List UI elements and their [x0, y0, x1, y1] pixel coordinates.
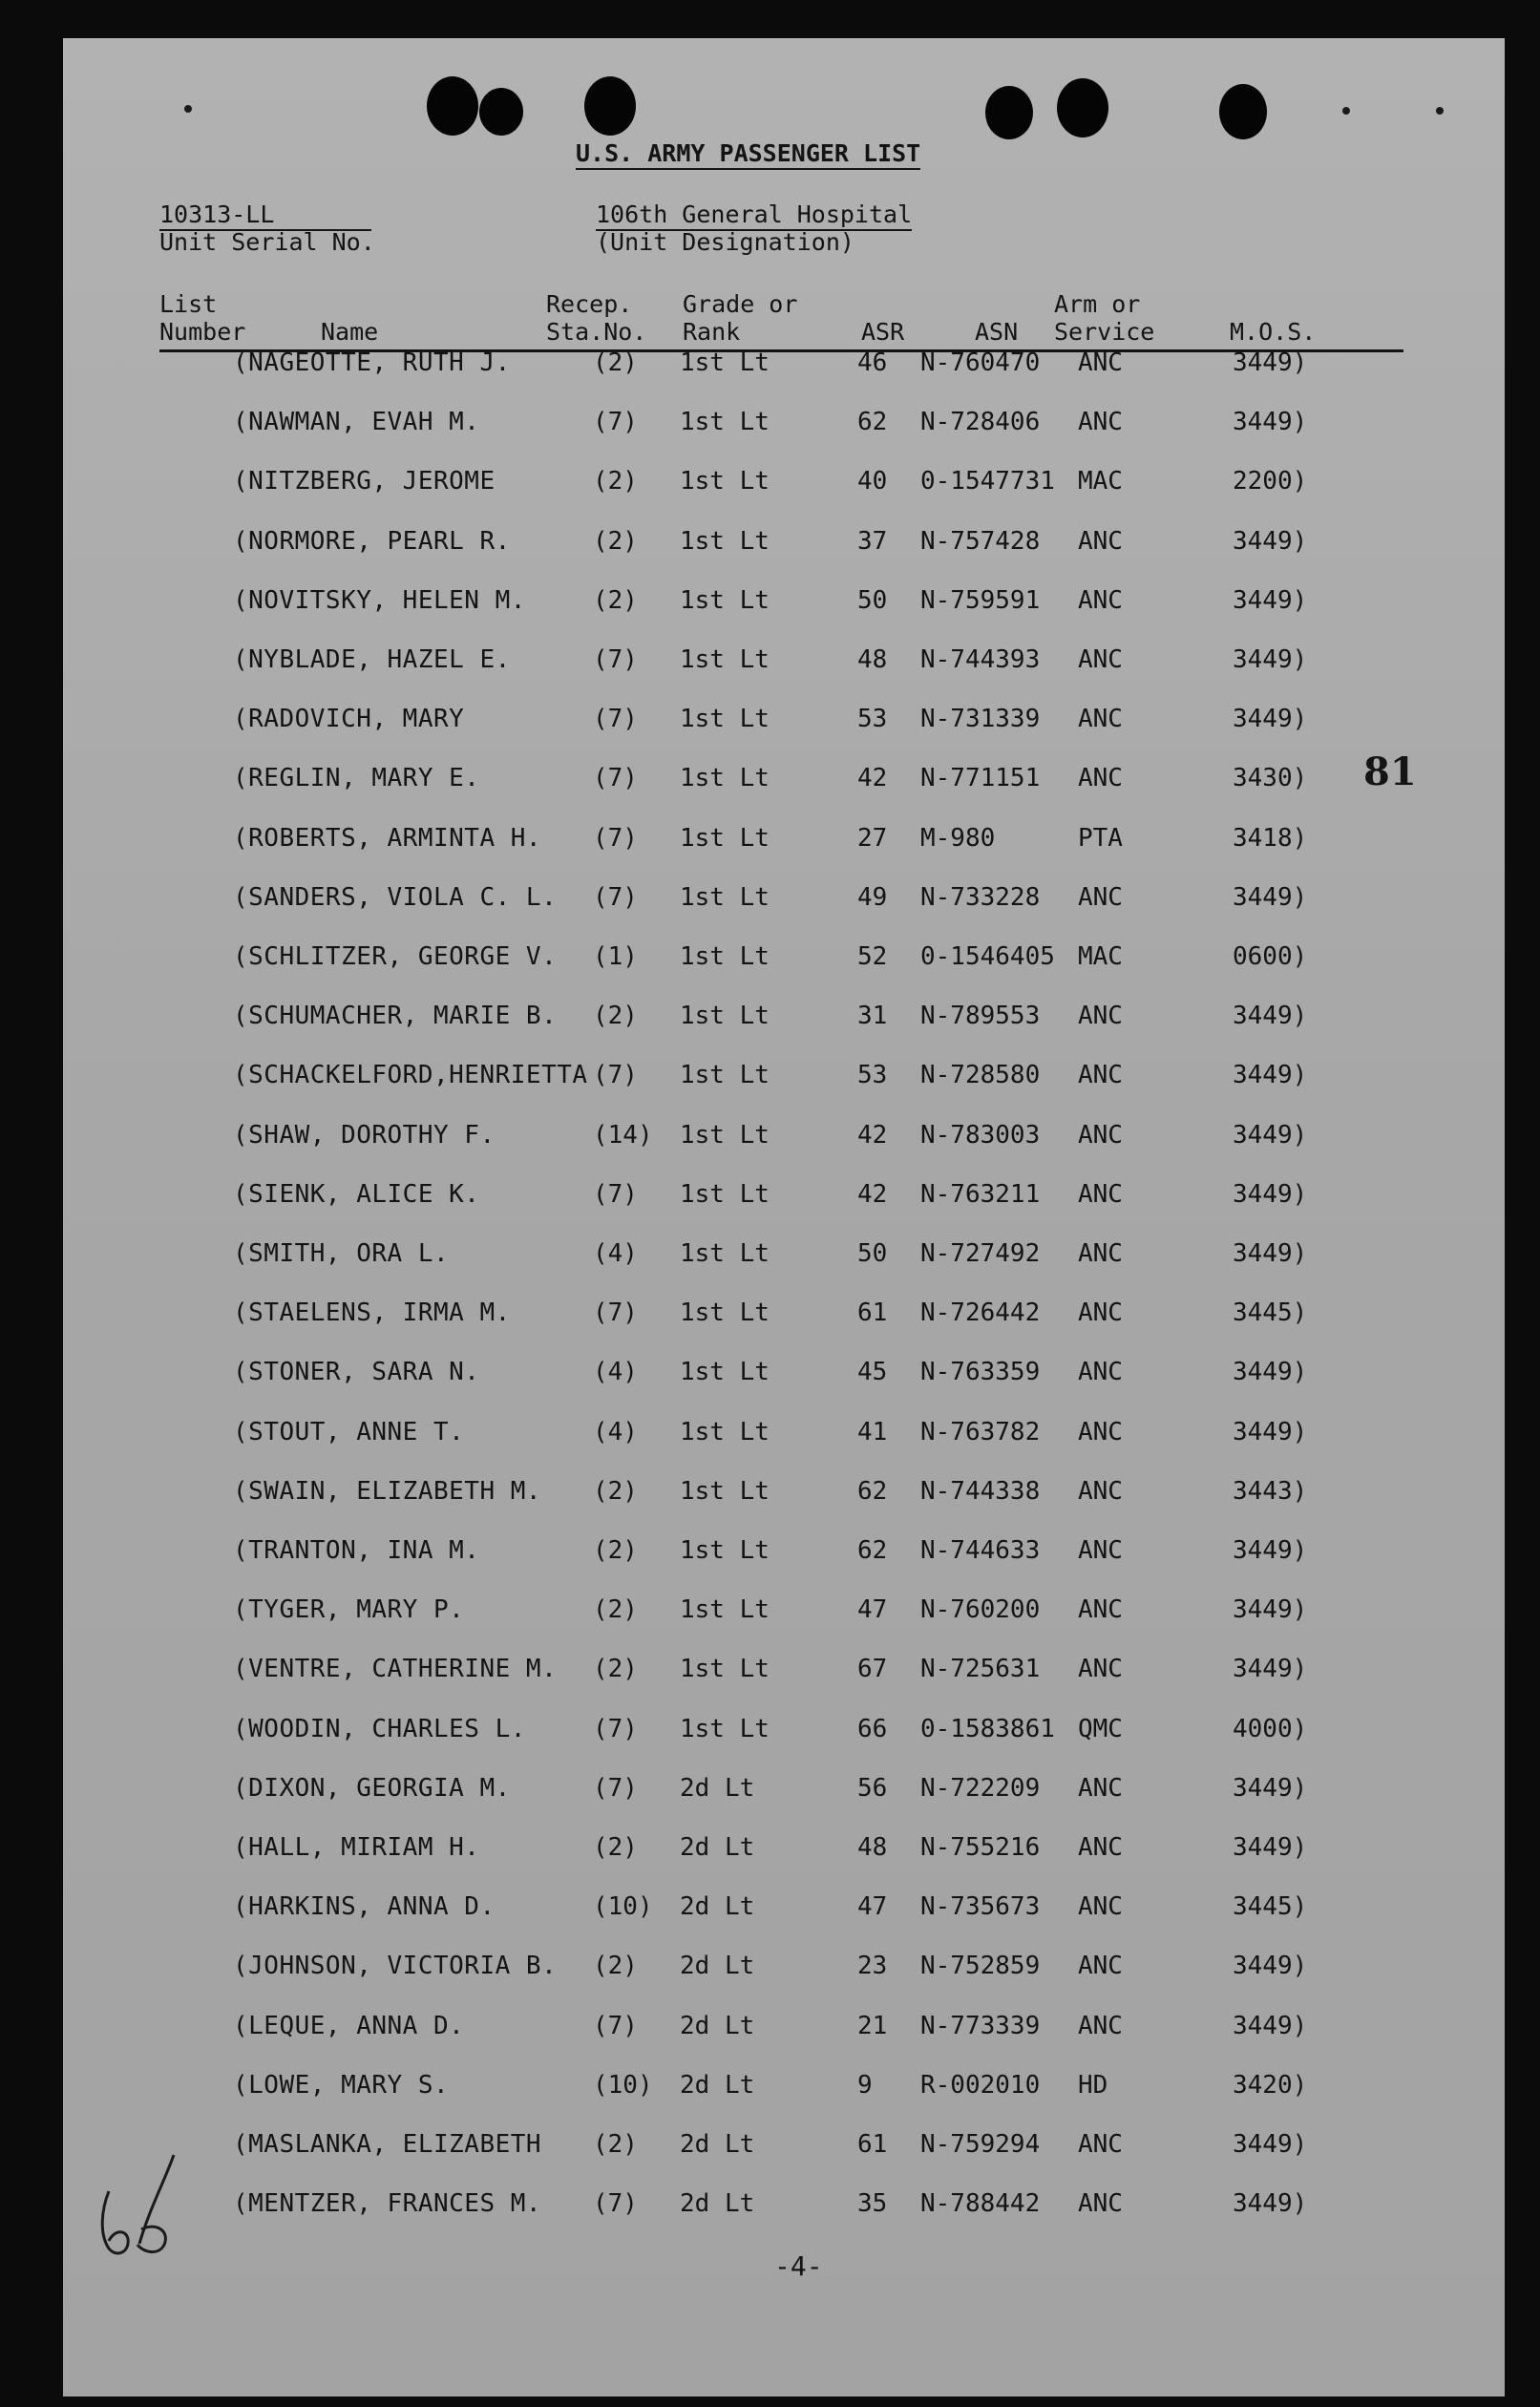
reception-station: (7): [593, 2012, 638, 2040]
reception-station: (2): [593, 1595, 638, 1624]
mos-code: 3449): [1233, 1180, 1308, 1209]
grade-rank: 1st Lt: [680, 1595, 770, 1624]
reception-station: (14): [593, 1121, 653, 1150]
reception-station: (7): [593, 764, 638, 792]
army-serial-number: N-783003: [920, 1121, 1041, 1150]
reception-station: (2): [593, 1002, 638, 1030]
grade-rank: 1st Lt: [680, 1121, 770, 1150]
reception-station: (10): [593, 2071, 653, 2100]
arm-service: ANC: [1078, 645, 1123, 674]
header-number: Number: [159, 318, 246, 346]
passenger-name: (STONER, SARA N.: [233, 1358, 480, 1386]
passenger-name: (DIXON, GEORGIA M.: [233, 1774, 511, 1803]
asr-score: 53: [857, 1061, 888, 1089]
punch-hole: [985, 86, 1033, 139]
mos-code: 3430): [1233, 764, 1308, 792]
grade-rank: 1st Lt: [680, 764, 770, 792]
mos-code: 3449): [1233, 1002, 1308, 1030]
mos-code: 3449): [1233, 348, 1308, 377]
arm-service: ANC: [1078, 764, 1123, 792]
army-serial-number: N-760470: [920, 348, 1041, 377]
army-serial-number: N-759591: [920, 586, 1041, 615]
reception-station: (2): [593, 1952, 638, 1980]
arm-service: ANC: [1078, 1121, 1123, 1150]
grade-rank: 1st Lt: [680, 824, 770, 853]
grade-rank: 1st Lt: [680, 408, 770, 436]
arm-service: ANC: [1078, 883, 1123, 912]
mos-code: 3449): [1233, 1833, 1308, 1862]
grade-rank: 2d Lt: [680, 2071, 755, 2100]
grade-rank: 1st Lt: [680, 1002, 770, 1030]
grade-rank: 1st Lt: [680, 1299, 770, 1327]
passenger-name: (TRANTON, INA M.: [233, 1536, 480, 1565]
passenger-name: (LOWE, MARY S.: [233, 2071, 450, 2100]
reception-station: (2): [593, 1536, 638, 1565]
mos-code: 3445): [1233, 1299, 1308, 1327]
passenger-name: (NAWMAN, EVAH M.: [233, 408, 480, 436]
mos-code: 2200): [1233, 467, 1308, 496]
army-serial-number: N-757428: [920, 527, 1041, 556]
margin-number: 81: [1363, 750, 1417, 794]
mos-code: 3420): [1233, 2071, 1308, 2100]
mos-code: 3449): [1233, 1239, 1308, 1268]
grade-rank: 1st Lt: [680, 942, 770, 971]
passenger-name: (JOHNSON, VICTORIA B.: [233, 1952, 558, 1980]
reception-station: (4): [593, 1418, 638, 1446]
passenger-name: (HARKINS, ANNA D.: [233, 1892, 496, 1921]
header-name: Name: [321, 318, 379, 346]
army-serial-number: N-722209: [920, 1774, 1041, 1803]
reception-station: (7): [593, 1061, 638, 1089]
grade-rank: 2d Lt: [680, 1892, 755, 1921]
asr-score: 42: [857, 1121, 888, 1150]
army-serial-number: R-002010: [920, 2071, 1041, 2100]
mos-code: 3449): [1233, 1774, 1308, 1803]
arm-service: MAC: [1078, 942, 1123, 971]
grade-rank: 2d Lt: [680, 2012, 755, 2040]
passenger-name: (STAELENS, IRMA M.: [233, 1299, 511, 1327]
arm-service: ANC: [1078, 1952, 1123, 1980]
mos-code: 3443): [1233, 1477, 1308, 1506]
army-serial-number: M-980: [920, 824, 996, 853]
grade-rank: 1st Lt: [680, 348, 770, 377]
arm-service: ANC: [1078, 527, 1123, 556]
reception-station: (7): [593, 645, 638, 674]
passenger-name: (MASLANKA, ELIZABETH: [233, 2130, 542, 2159]
mos-code: 4000): [1233, 1715, 1308, 1743]
asr-score: 47: [857, 1892, 888, 1921]
reception-station: (2): [593, 1477, 638, 1506]
asr-score: 66: [857, 1715, 888, 1743]
mos-code: 3449): [1233, 645, 1308, 674]
passenger-name: (NOVITSKY, HELEN M.: [233, 586, 526, 615]
unit-serial-label: Unit Serial No.: [159, 228, 375, 256]
mos-code: 0600): [1233, 942, 1308, 971]
mos-code: 3449): [1233, 586, 1308, 615]
grade-rank: 2d Lt: [680, 2189, 755, 2218]
reception-station: (2): [593, 1833, 638, 1862]
header-list: List: [159, 290, 218, 318]
arm-service: ANC: [1078, 1595, 1123, 1624]
army-serial-number: N-728580: [920, 1061, 1041, 1089]
reception-station: (7): [593, 1715, 638, 1743]
arm-service: ANC: [1078, 1239, 1123, 1268]
asr-score: 53: [857, 705, 888, 733]
arm-service: ANC: [1078, 705, 1123, 733]
army-serial-number: N-728406: [920, 408, 1041, 436]
mos-code: 3449): [1233, 1952, 1308, 1980]
header-mos: M.O.S.: [1230, 318, 1317, 346]
header-recep: Recep.: [546, 290, 633, 318]
arm-service: ANC: [1078, 1892, 1123, 1921]
mos-code: 3449): [1233, 2189, 1308, 2218]
passenger-name: (STOUT, ANNE T.: [233, 1418, 465, 1446]
arm-service: ANC: [1078, 1477, 1123, 1506]
asr-score: 9: [857, 2071, 873, 2100]
grade-rank: 1st Lt: [680, 705, 770, 733]
arm-service: ANC: [1078, 1655, 1123, 1683]
army-serial-number: N-763211: [920, 1180, 1041, 1209]
army-serial-number: N-763782: [920, 1418, 1041, 1446]
army-serial-number: N-789553: [920, 1002, 1041, 1030]
passenger-name: (HALL, MIRIAM H.: [233, 1833, 480, 1862]
header-grade: Grade or: [683, 290, 798, 318]
asr-score: 62: [857, 1477, 888, 1506]
army-serial-number: N-763359: [920, 1358, 1041, 1386]
page-number: -4-: [774, 2250, 823, 2282]
document-title: U.S. ARMY PASSENGER LIST: [576, 139, 920, 170]
speck: [1342, 107, 1350, 115]
reception-station: (1): [593, 942, 638, 971]
mos-code: 3449): [1233, 883, 1308, 912]
mos-code: 3449): [1233, 1595, 1308, 1624]
handwritten-mark: [82, 2153, 197, 2287]
army-serial-number: N-744633: [920, 1536, 1041, 1565]
army-serial-number: N-760200: [920, 1595, 1041, 1624]
passenger-name: (WOODIN, CHARLES L.: [233, 1715, 526, 1743]
passenger-name: (REGLIN, MARY E.: [233, 764, 480, 792]
mos-code: 3449): [1233, 1358, 1308, 1386]
asr-score: 48: [857, 645, 888, 674]
reception-station: (4): [593, 1358, 638, 1386]
reception-station: (7): [593, 1774, 638, 1803]
mos-code: 3449): [1233, 2012, 1308, 2040]
arm-service: MAC: [1078, 467, 1123, 496]
army-serial-number: 0-1583861: [920, 1715, 1055, 1743]
asr-score: 47: [857, 1595, 888, 1624]
reception-station: (4): [593, 1239, 638, 1268]
passenger-name: (VENTRE, CATHERINE M.: [233, 1655, 558, 1683]
asr-score: 42: [857, 764, 888, 792]
header-asr: ASR: [861, 318, 905, 346]
arm-service: ANC: [1078, 408, 1123, 436]
army-serial-number: N-752859: [920, 1952, 1041, 1980]
grade-rank: 1st Lt: [680, 1715, 770, 1743]
army-serial-number: N-759294: [920, 2130, 1041, 2159]
reception-station: (7): [593, 824, 638, 853]
passenger-name: (NITZBERG, JEROME: [233, 467, 496, 496]
asr-score: 46: [857, 348, 888, 377]
mos-code: 3449): [1233, 1536, 1308, 1565]
mos-code: 3449): [1233, 705, 1308, 733]
army-serial-number: N-744338: [920, 1477, 1041, 1506]
asr-score: 61: [857, 2130, 888, 2159]
grade-rank: 1st Lt: [680, 1418, 770, 1446]
passenger-name: (SANDERS, VIOLA C. L.: [233, 883, 558, 912]
army-serial-number: N-771151: [920, 764, 1041, 792]
arm-service: ANC: [1078, 1536, 1123, 1565]
arm-service: ANC: [1078, 1774, 1123, 1803]
reception-station: (2): [593, 1655, 638, 1683]
army-serial-number: N-731339: [920, 705, 1041, 733]
arm-service: ANC: [1078, 2189, 1123, 2218]
asr-score: 31: [857, 1002, 888, 1030]
reception-station: (2): [593, 586, 638, 615]
reception-station: (7): [593, 705, 638, 733]
passenger-name: (NAGEOTTE, RUTH J.: [233, 348, 511, 377]
header-asn: ASN: [975, 318, 1019, 346]
passenger-name: (SMITH, ORA L.: [233, 1239, 450, 1268]
punch-hole: [1057, 78, 1108, 137]
asr-score: 62: [857, 408, 888, 436]
header-arm: Arm or: [1054, 290, 1141, 318]
passenger-name: (MENTZER, FRANCES M.: [233, 2189, 542, 2218]
asr-score: 49: [857, 883, 888, 912]
speck: [184, 105, 192, 113]
mos-code: 3418): [1233, 824, 1308, 853]
arm-service: ANC: [1078, 1833, 1123, 1862]
asr-score: 56: [857, 1774, 888, 1803]
grade-rank: 1st Lt: [680, 1536, 770, 1565]
header-sta-no: Sta.No.: [546, 318, 647, 346]
reception-station: (7): [593, 1180, 638, 1209]
arm-service: ANC: [1078, 2130, 1123, 2159]
grade-rank: 2d Lt: [680, 1774, 755, 1803]
grade-rank: 2d Lt: [680, 2130, 755, 2159]
passenger-name: (SCHLITZER, GEORGE V.: [233, 942, 558, 971]
asr-score: 27: [857, 824, 888, 853]
arm-service: ANC: [1078, 1418, 1123, 1446]
grade-rank: 1st Lt: [680, 467, 770, 496]
passenger-name: (LEQUE, ANNA D.: [233, 2012, 465, 2040]
army-serial-number: N-788442: [920, 2189, 1041, 2218]
asr-score: 35: [857, 2189, 888, 2218]
mos-code: 3449): [1233, 408, 1308, 436]
asr-score: 62: [857, 1536, 888, 1565]
army-serial-number: N-744393: [920, 645, 1041, 674]
mos-code: 3449): [1233, 1418, 1308, 1446]
passenger-name: (SCHUMACHER, MARIE B.: [233, 1002, 558, 1030]
asr-score: 40: [857, 467, 888, 496]
passenger-name: (SIENK, ALICE K.: [233, 1180, 480, 1209]
army-serial-number: N-725631: [920, 1655, 1041, 1683]
asr-score: 42: [857, 1180, 888, 1209]
arm-service: ANC: [1078, 1061, 1123, 1089]
army-serial-number: 0-1547731: [920, 467, 1055, 496]
mos-code: 3449): [1233, 1121, 1308, 1150]
reception-station: (7): [593, 408, 638, 436]
reception-station: (7): [593, 2189, 638, 2218]
army-serial-number: N-773339: [920, 2012, 1041, 2040]
asr-score: 45: [857, 1358, 888, 1386]
punch-hole: [479, 88, 523, 136]
punch-hole: [427, 76, 478, 136]
asr-score: 23: [857, 1952, 888, 1980]
passenger-name: (SCHACKELFORD,HENRIETTA: [233, 1061, 588, 1089]
arm-service: ANC: [1078, 1002, 1123, 1030]
unit-designation-value: 106th General Hospital: [596, 201, 912, 231]
header-rank: Rank: [683, 318, 741, 346]
grade-rank: 1st Lt: [680, 586, 770, 615]
asr-score: 61: [857, 1299, 888, 1327]
mos-code: 3449): [1233, 1655, 1308, 1683]
arm-service: ANC: [1078, 1358, 1123, 1386]
header-service: Service: [1054, 318, 1155, 346]
grade-rank: 1st Lt: [680, 883, 770, 912]
arm-service: PTA: [1078, 824, 1123, 853]
punch-hole: [584, 76, 636, 136]
unit-designation-label: (Unit Designation): [596, 228, 854, 256]
reception-station: (2): [593, 2130, 638, 2159]
grade-rank: 2d Lt: [680, 1833, 755, 1862]
mos-code: 3449): [1233, 527, 1308, 556]
army-serial-number: 0-1546405: [920, 942, 1055, 971]
passenger-name: (SWAIN, ELIZABETH M.: [233, 1477, 542, 1506]
arm-service: ANC: [1078, 1180, 1123, 1209]
army-serial-number: N-726442: [920, 1299, 1041, 1327]
passenger-name: (ROBERTS, ARMINTA H.: [233, 824, 542, 853]
arm-service: ANC: [1078, 1299, 1123, 1327]
arm-service: ANC: [1078, 586, 1123, 615]
grade-rank: 1st Lt: [680, 1239, 770, 1268]
arm-service: HD: [1078, 2071, 1108, 2100]
army-serial-number: N-733228: [920, 883, 1041, 912]
unit-serial-value: 10313-LL: [159, 201, 371, 231]
reception-station: (2): [593, 348, 638, 377]
reception-station: (2): [593, 467, 638, 496]
grade-rank: 1st Lt: [680, 1655, 770, 1683]
grade-rank: 1st Lt: [680, 645, 770, 674]
passenger-name: (RADOVICH, MARY: [233, 705, 465, 733]
arm-service: ANC: [1078, 348, 1123, 377]
grade-rank: 2d Lt: [680, 1952, 755, 1980]
punch-hole: [1219, 84, 1267, 139]
speck: [1436, 107, 1444, 115]
reception-station: (7): [593, 883, 638, 912]
grade-rank: 1st Lt: [680, 1477, 770, 1506]
passenger-name: (TYGER, MARY P.: [233, 1595, 465, 1624]
army-serial-number: N-727492: [920, 1239, 1041, 1268]
grade-rank: 1st Lt: [680, 1180, 770, 1209]
mos-code: 3449): [1233, 2130, 1308, 2159]
asr-score: 37: [857, 527, 888, 556]
army-serial-number: N-735673: [920, 1892, 1041, 1921]
reception-station: (10): [593, 1892, 653, 1921]
passenger-name: (NYBLADE, HAZEL E.: [233, 645, 511, 674]
reception-station: (7): [593, 1299, 638, 1327]
reception-station: (2): [593, 527, 638, 556]
asr-score: 50: [857, 586, 888, 615]
army-serial-number: N-755216: [920, 1833, 1041, 1862]
asr-score: 52: [857, 942, 888, 971]
asr-score: 67: [857, 1655, 888, 1683]
mos-code: 3445): [1233, 1892, 1308, 1921]
asr-score: 50: [857, 1239, 888, 1268]
passenger-name: (NORMORE, PEARL R.: [233, 527, 511, 556]
asr-score: 21: [857, 2012, 888, 2040]
grade-rank: 1st Lt: [680, 1358, 770, 1386]
mos-code: 3449): [1233, 1061, 1308, 1089]
arm-service: ANC: [1078, 2012, 1123, 2040]
grade-rank: 1st Lt: [680, 1061, 770, 1089]
arm-service: QMC: [1078, 1715, 1123, 1743]
grade-rank: 1st Lt: [680, 527, 770, 556]
document-page: [63, 38, 1505, 2396]
asr-score: 41: [857, 1418, 888, 1446]
passenger-name: (SHAW, DOROTHY F.: [233, 1121, 496, 1150]
asr-score: 48: [857, 1833, 888, 1862]
